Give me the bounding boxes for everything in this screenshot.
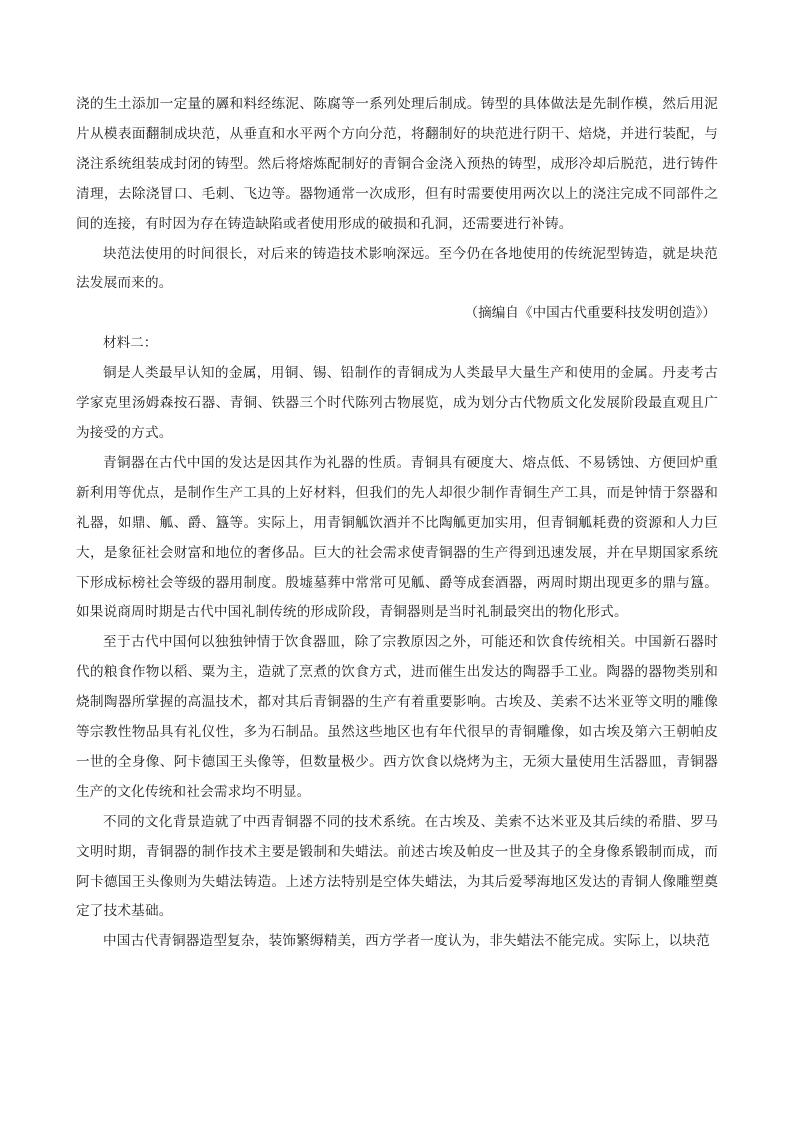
paragraph-casting-process: 浇的生土添加一定量的羼和料经练泥、陈腐等一系列处理后制成。铸型的具体做法是先制作模，然后用泥片从模表面翻制成块范，从垂直和水平两个方向分范，将翻制好的块范进行阴干、焙烧，并进行装配，与浇注系统组装成封闭的铸型。然后将熔炼配制好的青铜合金浇入预热的铸型，成形冷却后脱范，进行铸件清理，去除浇冒口、毛刺、飞边等。器物通常一次成形，但有时需要使用两次以上的浇注完成不同部件之间的连接，有时因为存在铸造缺陷或者使用形成的破损和孔洞，还需要进行补铸。 (76, 96, 718, 232)
paragraph-complex-shapes: 中国古代青铜器造型复杂，装饰繁缛精美，西方学者一度认为，非失蜡法不能完成。实际上，以块范 (103, 933, 710, 950)
paragraph-copper-ages: 铜是人类最早认知的金属，用铜、锡、铅制作的青铜成为人类最早大量生产和使用的金属。丹麦考古学家克里汤姆森按石器、青铜、铁器三个时代陈列古物展览，成为划分古代物质文化发展阶段最直观且广为接受的方式。 (76, 365, 718, 441)
material-two-label: 材料二： (103, 335, 158, 352)
paragraph-technical-systems: 不同的文化背景造就了中西青铜器不同的技术系统。在古埃及、美索不达米亚及其后续的希腊、罗马文明时期，青铜器的制作技术主要是锻制和失蜡法。前述古埃及帕皮一世及其子的全身像系锻制而成，而阿卡德国王头像则为失蜡法铸造。上述方法特别是空体失蜡法，为其后爱琴海地区发达的青铜人像雕塑奠定了技术基础。 (76, 813, 718, 920)
source-citation: （摘编自《中国古代重要科技发明创造》） (464, 305, 716, 322)
paragraph-ritual-vessels: 青铜器在古代中国的发达是因其作为礼器的性质。青铜具有硬度大、熔点低、不易锈蚀、方便回炉重新利用等优点，是制作生产工具的上好材料，但我们的先人却很少制作青铜生产工具，而是钟情于祭器和礼器，如鼎、觚、爵、簋等。实际上，用青铜觚饮酒并不比陶觚更加实用，但青铜觚耗费的资源和人力巨大，是象征社会财富和地位的奢侈品。巨大的社会需求使青铜器的生产得到迅速发展，并在早期国家系统下形成标榜社会等级的器用制度。殷墟墓葬中常常可见觚、爵等成套酒器，两周时期出现更多的鼎与簋。如果说商周时期是古代中国礼制传统的形成阶段，青铜器则是当时礼制最突出的物化形式。 (76, 454, 718, 621)
paragraph-block-mold-influence: 块范法使用的时间很长，对后来的铸造技术影响深远。至今仍在各地使用的传统泥型铸造，就是块范法发展而来的。 (76, 245, 718, 292)
paragraph-food-vessels: 至于古代中国何以独独钟情于饮食器皿，除了宗教原因之外，可能还和饮食传统相关。中国新石器时代的粮食作物以稻、粟为主，造就了烹煮的饮食方式，进而催生出发达的陶器手工业。陶器的器物类别和烧制陶器所掌握的高温技术，都对其后青铜器的生产有着重要影响。古埃及、美索不达米亚等文明的雕像等宗教性物品具有礼仪性，多为石制品。虽然这些地区也有年代很早的青铜雕像，如古埃及第六王朝帕皮一世的全身像、阿卡德国王头像等，但数量极少。西方饮食以烧烤为主，无须大量使用生活器皿，青铜器生产的文化传统和社会需求均不明显。 (76, 634, 718, 800)
document-page (76, 90, 718, 957)
